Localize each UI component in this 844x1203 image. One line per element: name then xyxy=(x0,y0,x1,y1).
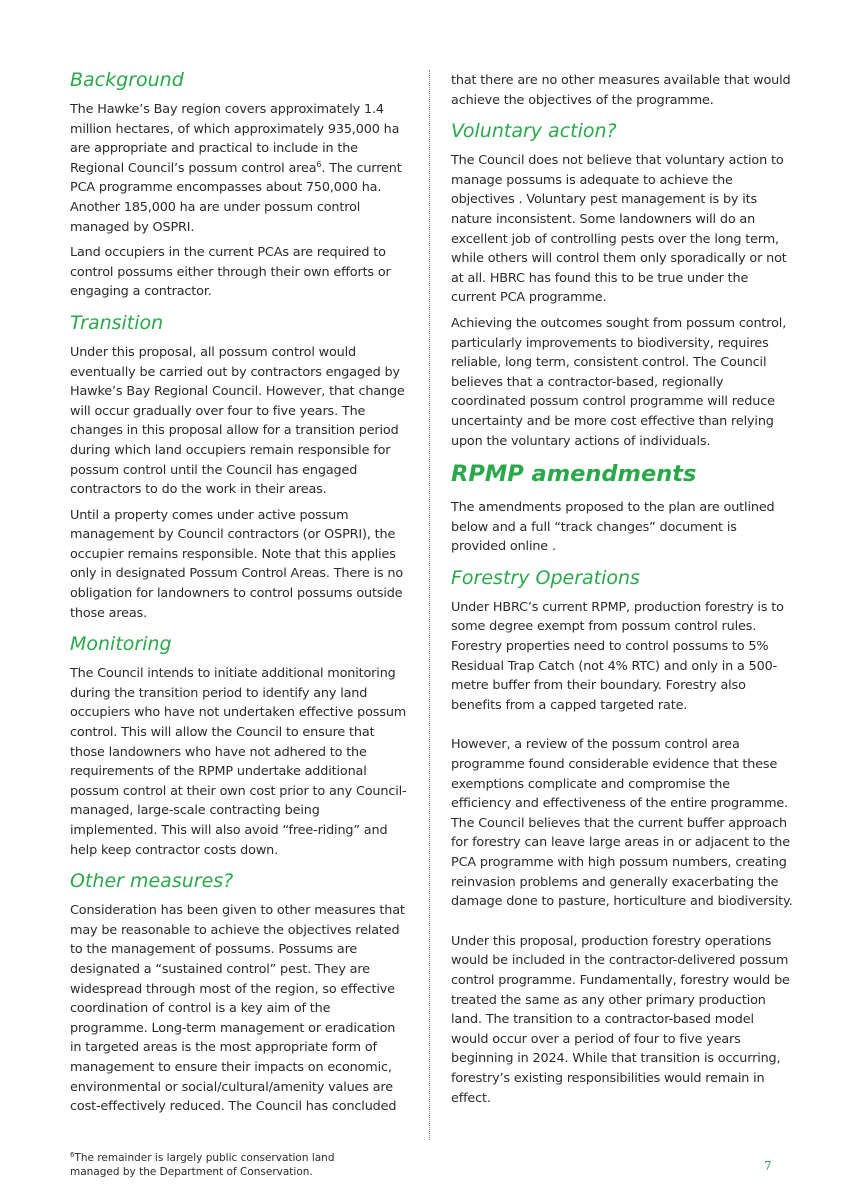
other-measures-heading: Other measures? xyxy=(70,870,234,893)
page-number: 7 xyxy=(764,1159,772,1173)
background-heading: Background xyxy=(70,69,184,91)
continued-paragraph: that there are no other measures available that would achieve the objectives of the programme. xyxy=(451,73,791,108)
footnote xyxy=(70,1151,350,1179)
footnote-number: 6 xyxy=(70,1151,75,1159)
background-text-b: . The current PCA programme encompasses about 750,000 ha. Another 185,000 ha are under possum control managed by OSPRI. xyxy=(70,160,402,235)
left-column xyxy=(70,68,410,1123)
rpmp-amendments-heading: RPMP amendments xyxy=(451,461,697,488)
forestry-operations-heading: Forestry Operations xyxy=(451,566,640,589)
footnote-ref: 6 xyxy=(316,159,322,169)
forestry-paragraph-3: Under this proposal, production forestry operations would be included in the contractor-delivered possum control programme. Fundamentally, forestry would be treated the same as any other primary production land. The transition to a contractor-based model would occur over a period of four to five years beginning in 2024. While that transition is occurring, forestry’s existing responsibilities would remain in effect. xyxy=(451,933,790,1106)
background-paragraph-2: Land occupiers in the current PCAs are required to control possums either through their own efforts or engaging a contractor. xyxy=(70,245,391,300)
background-paragraph-1 xyxy=(70,100,410,237)
forestry-paragraph-2: However, a review of the possum control area programme found considerable evidence that these exemptions complicate and compromise the efficiency and effectiveness of the entire programme. The Council believes that the current buffer approach for forestry can leave large areas in or adjacent to the PCA programme with high possum numbers, creating reinvasion problems and generally exacerbating the damage done to pasture, horticulture and biodiversity. xyxy=(451,737,793,910)
right-column xyxy=(451,71,793,1114)
background-text-a: The Hawke’s Bay region covers approximately 1.4 million hectares, of which approximately 935,000 ha are appropriate and practical to include in the Regional Council’s possum control area xyxy=(70,102,400,176)
monitoring-paragraph-1: The Council intends to initiate additional monitoring during the transition period to identify any land occupiers who have not undertaken effective possum control. This will allow the Council to ensure that those landowners who have not adhered to the requirements of the RPMP undertake additional possum control at their own cost prior to any Council-managed, large-scale contracting being implemented. This will also avoid “free-riding” and help keep contractor costs down. xyxy=(70,666,407,858)
transition-paragraph-2: Until a property comes under active possum management by Council contractors (or OSPRI), the occupier remains responsible. Note that this applies only in designated Possum Control Areas. There is no obligation for landowners to control possums outside those areas. xyxy=(70,507,404,621)
other-measures-paragraph-1: Consideration has been given to other measures that may be reasonable to achieve the objectives related to the management of possums. Possums are designated a “sustained control” pest. They are widespread through most of the region, so effective coordination of control is a key aim of the programme. Long-term management or eradication in targeted areas is the most appropriate form of management to ensure their impacts on economic, environmental or social/cultural/amenity values are cost-effectively reduced. The Council has concluded xyxy=(70,903,405,1115)
monitoring-heading: Monitoring xyxy=(70,633,172,656)
voluntary-paragraph-1: The Council does not believe that voluntary action to manage possums is adequate to achieve the objectives . Voluntary pest management is by its nature inconsistent. Some landowners will do an excellent job of controlling pests over the long term, while others will control them only sporadically or not at all. HBRC has found this to be true under the current PCA programme. xyxy=(451,153,787,306)
footnote-text: The remainder is largely public conservation land managed by the Department of Conservation. xyxy=(70,1152,335,1178)
voluntary-action-heading: Voluntary action? xyxy=(451,120,617,143)
voluntary-paragraph-2: Achieving the outcomes sought from possum control, particularly improvements to biodiversity, requires reliable, long term, consistent control. The Council believes that a contractor-based, regionally coordinated possum control programme will reduce uncertainty and be more cost effective than relying upon the voluntary actions of individuals. xyxy=(451,315,787,449)
column-divider xyxy=(429,70,430,1140)
forestry-paragraph-1: Under HBRC’s current RPMP, production forestry is to some degree exempt from possum control rules. Forestry properties need to control possums to 5% Residual Trap Catch (not 4% RTC) and only in a 500-metre buffer from their boundary. Forestry also benefits from a capped targeted rate. xyxy=(451,599,784,713)
transition-paragraph-1: Under this proposal, all possum control would eventually be carried out by contractors engaged by Hawke’s Bay Regional Council. However, that change will occur gradually over four to five years. The changes in this proposal allow for a transition period during which land occupiers remain responsible for possum control until the Council has engaged contractors to do the work in their areas. xyxy=(70,344,405,498)
transition-heading: Transition xyxy=(70,311,164,334)
rpmp-paragraph-1: The amendments proposed to the plan are outlined below and a full “track changes” document is provided online . xyxy=(451,500,775,555)
